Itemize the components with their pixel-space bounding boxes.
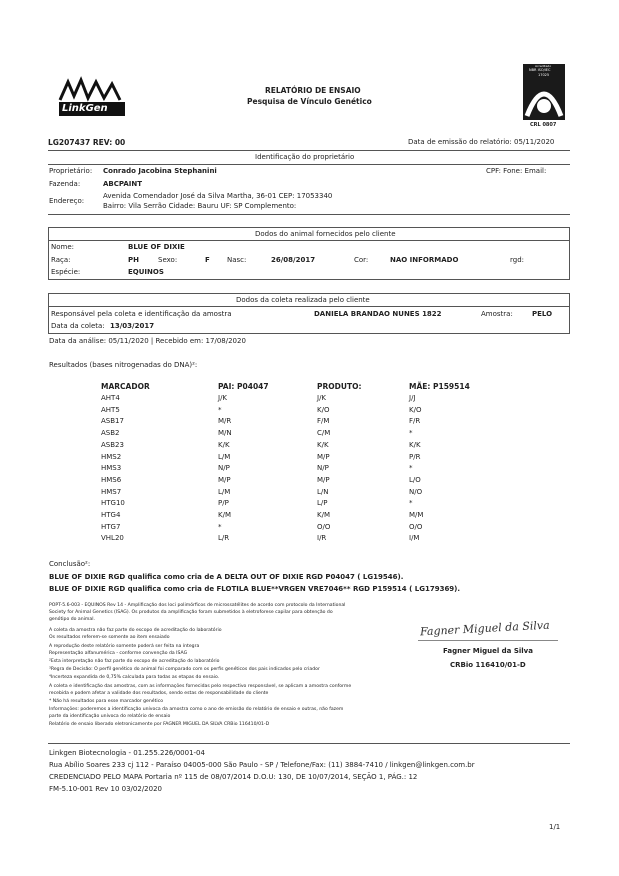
dam-cell: O/O [409, 522, 423, 531]
sample-label: Amostra: [481, 310, 513, 318]
species-label: Espécie: [51, 268, 81, 276]
conclusion-line-2: BLUE OF DIXIE RGD qualifica como cria de FLOTILA BLUE**VRGEN VRE7046** RGD P159514 ( LG179369). [49, 585, 461, 593]
product-cell: L/P [317, 499, 328, 508]
birth-value: 26/08/2017 [271, 256, 316, 264]
marker-cell: AHT5 [101, 405, 120, 414]
results-header-product: PRODUTO: [317, 382, 362, 391]
product-cell: N/P [317, 464, 329, 473]
conclusion-label: Conclusão²: [49, 560, 91, 568]
dam-cell: K/O [409, 405, 422, 414]
note-line: A coleta e identificação das amostras, com as informações fornecidas pelo respectivo responsável, se aplicam a amostra conforme [49, 684, 352, 689]
product-cell: M/P [317, 452, 330, 461]
sire-cell: * [218, 405, 222, 414]
dam-cell: * [409, 464, 413, 473]
name-value: BLUE OF DIXIE [128, 243, 185, 251]
species-value: EQUINOS [128, 268, 164, 276]
marker-cell: ASB23 [101, 440, 124, 449]
results-header-marker: MARCADOR [101, 382, 150, 391]
product-cell: O/O [317, 522, 331, 531]
note-line: Os resultados referem-se somente ao item ensaiado [49, 635, 170, 640]
results-header-dam: MÃE: P159514 [409, 382, 470, 391]
marker-cell: HMS2 [101, 452, 122, 461]
note-line: ⁴Incerteza expandida de 0,75% calculada para todas as etapas do ensaio. [49, 675, 220, 680]
results-header-sire: PAI: P04047 [218, 382, 269, 391]
emission-date: Data de emissão do relatório: 05/11/2020 [408, 138, 555, 146]
responsible-label: Responsável pela coleta e identificação da amostra [51, 310, 232, 318]
marker-cell: HMS6 [101, 475, 122, 484]
sire-cell: K/K [218, 440, 230, 449]
dam-cell: * [409, 429, 413, 438]
dam-cell: P/R [409, 452, 421, 461]
accreditation-line-2: NBR ISO/IEC [529, 68, 551, 72]
color-label: Cor: [354, 256, 369, 264]
marker-cell: ASB2 [101, 429, 120, 438]
note-line: A reprodução deste relatório somente poderá ser feita na íntegra [49, 644, 200, 649]
product-cell: K/O [317, 405, 330, 414]
product-cell: F/M [317, 417, 330, 426]
sire-cell: P/P [218, 499, 229, 508]
marker-cell: HMS3 [101, 464, 122, 473]
owner-section-title: Identificação do proprietário [255, 153, 355, 161]
dam-cell: J/J [409, 394, 416, 402]
note-line: Society for Animal Genetics (ISAG). Os produtos da amplificação foram submetidos à eletroforese capilar para obtenção do [49, 610, 333, 615]
product-cell: K/M [317, 511, 330, 519]
owner-value: Conrado Jacobina Stephanini [103, 167, 217, 175]
dam-cell: * [409, 499, 413, 508]
footer-company: Linkgen Biotecnologia - 01.255.226/0001-04 [49, 749, 205, 757]
report-title: RELATÓRIO DE ENSAIO [265, 86, 361, 95]
marker-cell: ASB17 [101, 417, 124, 426]
product-cell: I/R [317, 534, 327, 543]
note-line: Representação alfanumérica - conforme convenção da ISAG [49, 651, 188, 656]
collection-date-value: 13/03/2017 [110, 322, 155, 330]
address-line-1: Avenida Comendador José da Silva Martha, 36-01 CEP: 17053340 [103, 192, 333, 200]
footer-form: FM-5.10-001 Rev 10 03/02/2020 [49, 785, 162, 793]
address-line-2: Bairro: Vila Serrão Cidade: Bauru UF: SP Complemento: [103, 202, 297, 210]
color-value: NAO INFORMADO [390, 256, 459, 264]
marker-cell: AHT4 [101, 394, 120, 402]
product-cell: J/K [317, 394, 327, 402]
note-line: genótipo do animal. [49, 617, 95, 622]
accreditation-code: CRL 0807 [530, 122, 557, 128]
signature-rule [418, 640, 558, 641]
responsible-value: DANIELA BRANDAO NUNES 1822 [314, 310, 442, 318]
note-line: parte da identificação unívoca do relatório de ensaio [49, 714, 171, 719]
sex-label: Sexo: [158, 256, 178, 264]
sire-cell: M/N [218, 429, 232, 438]
marker-cell: HTG7 [101, 522, 121, 531]
dam-cell: F/R [409, 417, 421, 426]
sire-cell: K/M [218, 511, 231, 519]
rgd-label: rgd: [510, 256, 524, 264]
sire-cell: * [218, 522, 222, 531]
breed-value: PH [128, 256, 139, 264]
owner-label: Proprietário: [49, 167, 93, 175]
footer-accreditation: CREDENCIADO PELO MAPA Portaria nº 115 de 08/07/2014 D.O.U: 130, DE 10/07/2014, SEÇÃO 1, PÁG.: 12 [49, 773, 418, 781]
report-id: LG207437 REV: 00 [48, 138, 126, 147]
sire-cell: N/P [218, 464, 230, 473]
sire-cell: M/R [218, 417, 232, 426]
farm-label: Fazenda: [49, 180, 81, 188]
sample-value: PELO [532, 310, 553, 318]
product-cell: K/K [317, 440, 329, 449]
signature-script: Fagner Miguel da Silva [419, 618, 550, 639]
conclusion-line-1: BLUE OF DIXIE RGD qualifica como cria de A DELTA OUT OF DIXIE RGD P04047 ( LG19546). [49, 573, 404, 581]
accreditation-line-3: 17025 [538, 72, 550, 77]
note-line: Informações: poderemos a identificação unívoca da amostra como o ano de emissão do relatório de ensaio e outras, não fazem [49, 707, 344, 712]
farm-value: ABCPAINT [103, 180, 143, 188]
dam-cell: M/M [409, 511, 424, 519]
dam-cell: I/M [409, 534, 420, 543]
collection-section-title: Dodos da coleta realizada pelo cliente [236, 296, 370, 304]
dam-cell: K/K [409, 440, 421, 449]
note-line: recebida e podem afetar a validade dos resultados, sendo estas de responsabilidade do cliente [49, 691, 269, 696]
signatory-name: Fagner Miguel da Silva [443, 647, 533, 655]
sire-cell: J/K [218, 394, 228, 402]
product-cell: M/P [317, 475, 330, 484]
sire-cell: L/M [218, 487, 231, 496]
page-number: 1/1 [549, 823, 561, 831]
marker-cell: VHL20 [101, 534, 124, 543]
birth-label: Nasc: [227, 256, 247, 264]
report-subtitle: Pesquisa de Vínculo Genético [247, 97, 372, 106]
marker-cell: HMS7 [101, 487, 122, 496]
note-line: Relatório de ensaio liberado eletronicamente por FAGNER MIGUEL DA SILVA CRBio 116410/01-D [49, 722, 270, 727]
logo-text: LinkGen [62, 103, 108, 114]
analysis-line: Data da análise: 05/11/2020 | Recebido em: 17/08/2020 [49, 337, 246, 345]
results-label: Resultados (bases nitrogenadas do DNA)²: [49, 361, 198, 369]
name-label: Nome: [51, 243, 75, 251]
sire-cell: L/R [218, 534, 230, 543]
note-line: POPT-5.6-003 - EQUINOS Rev 14 - Amplificação dos loci polimórficos de microssatélites de acordo com protocolo da International [49, 603, 346, 608]
sex-value: F [205, 256, 210, 264]
footer-rule [48, 743, 570, 744]
product-cell: L/N [317, 487, 329, 496]
marker-cell: HTG10 [101, 499, 125, 508]
dam-cell: N/O [409, 487, 423, 496]
signatory-registration: CRBio 116410/01-D [450, 661, 526, 669]
owner-contact-labels: CPF: Fone: Email: [486, 167, 547, 175]
marker-cell: HTG4 [101, 511, 121, 519]
sire-cell: L/M [218, 452, 231, 461]
animal-section-title: Dodos do animal fornecidos pelo cliente [255, 230, 396, 238]
note-line: ²Esta interpretação não faz parte do escopo de acreditação do laboratório [49, 659, 220, 664]
accreditation-line-1: Acreditado [535, 64, 552, 68]
collection-date-label: Data da coleta: [51, 322, 105, 330]
breed-label: Raça: [51, 256, 71, 264]
sire-cell: M/P [218, 475, 231, 484]
note-line: * Não há resultados para esse marcador genético [49, 699, 164, 704]
note-line: A coleta da amostra não faz parte do escopo de acreditação do laboratório [49, 628, 222, 633]
footer-address: Rua Abílio Soares 233 cj 112 - Paraíso 04005-000 São Paulo - SP / Telefone/Fax: (11) 3884-7410 / linkgen@linkgen.com.br [49, 761, 475, 769]
dam-cell: L/O [409, 475, 421, 484]
address-label: Endereço: [49, 197, 85, 205]
product-cell: C/M [317, 429, 331, 438]
note-line: ³Regra de Decisão: O perfil genético do animal foi comparado com os perfis genéticos dos pais indicados pelo criador [49, 667, 320, 672]
